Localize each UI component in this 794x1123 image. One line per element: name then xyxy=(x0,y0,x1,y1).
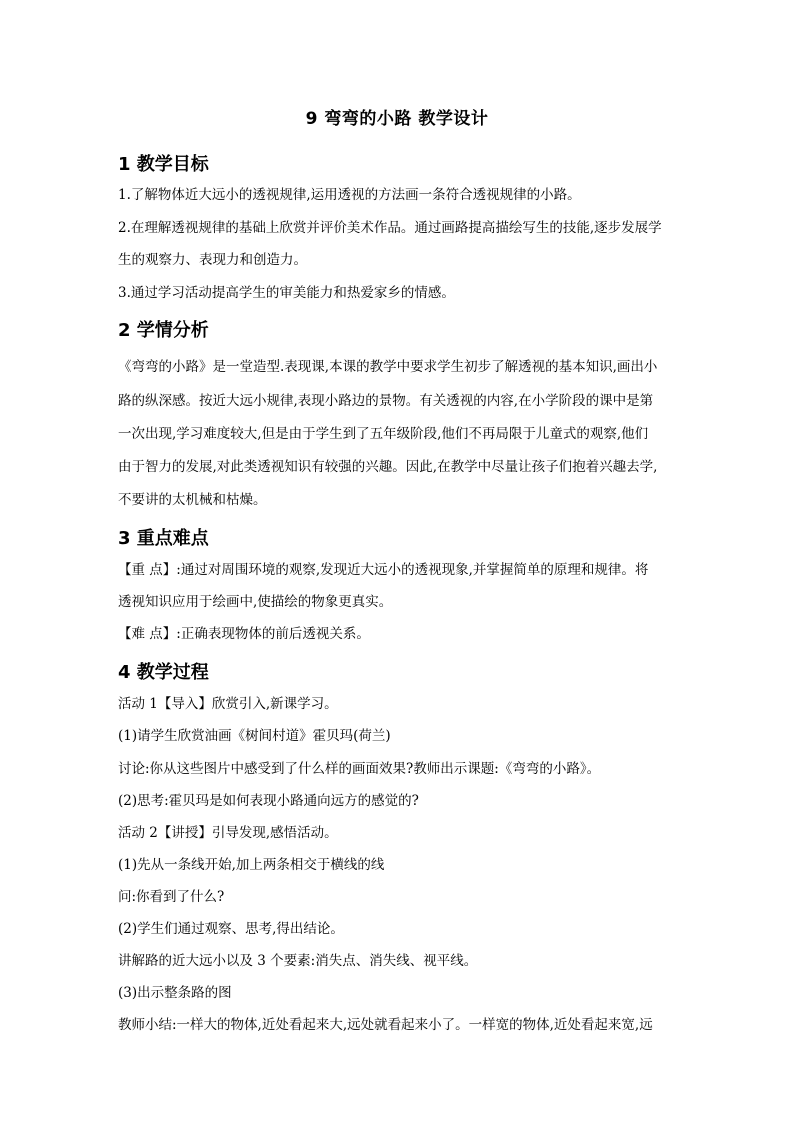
paragraph-line: 一次出现,学习难度较大,但是由于学生到了五年级阶段,他们不再局限于儿童式的观察,他们 xyxy=(118,426,649,442)
section-heading-objectives: 1 教学目标 xyxy=(118,154,209,175)
paragraph-line: (3)出示整条路的图 xyxy=(118,985,232,1001)
paragraph-line: 问:你看到了什么? xyxy=(118,889,225,905)
paragraph-line: 3.通过学习活动提高学生的审美能力和热爱家乡的情感。 xyxy=(118,285,455,301)
paragraph-line: 活动 2【讲授】引导发现,感悟活动。 xyxy=(118,825,338,841)
paragraph-line: 1.了解物体近大远小的透视规律,运用透视的方法画一条符合透视规律的小路。 xyxy=(118,187,581,203)
paragraph-line: 透视知识应用于绘画中,使描绘的物象更真实。 xyxy=(118,594,393,610)
paragraph-line: (1)请学生欣赏油画《树间村道》霍贝玛(荷兰) xyxy=(118,728,391,744)
paragraph-line: 【重 点】:通过对周围环境的观察,发现近大远小的透视现象,并掌握简单的原理和规律。将 xyxy=(118,562,649,578)
paragraph-line: (2)学生们通过观察、思考,得出结论。 xyxy=(118,921,344,937)
paragraph-line: 由于智力的发展,对此类透视知识有较强的兴趣。因此,在教学中尽量让孩子们抱着兴趣去学, xyxy=(118,459,658,475)
paragraph-line: 【难 点】:正确表现物体的前后透视关系。 xyxy=(118,626,370,642)
paragraph-line: 路的纵深感。按近大远小规律,表现小路边的景物。有关透视的内容,在小学阶段的课中是第 xyxy=(118,393,654,409)
paragraph-line: 活动 1【导入】欣赏引入,新课学习。 xyxy=(118,696,338,712)
paragraph-line: 2.在理解透视规律的基础上欣赏并评价美术作品。通过画路提高描绘写生的技能,逐步发展学 xyxy=(118,220,662,236)
document-title: 9 弯弯的小路 教学设计 xyxy=(305,109,489,129)
paragraph-line: 不要讲的太机械和枯燥。 xyxy=(118,492,267,508)
paragraph-line: 教师小结:一样大的物体,近处看起来大,远处就看起来小了。一样宽的物体,近处看起来宽,远 xyxy=(118,1017,653,1033)
paragraph-line: 《弯弯的小路》是一堂造型.表现课,本课的教学中要求学生初步了解透视的基本知识,画出小 xyxy=(118,359,658,375)
paragraph-line: 讨论:你从这些图片中感受到了什么样的画面效果?教师出示课题:《弯弯的小路》。 xyxy=(118,761,601,777)
paragraph-line: (1)先从一条线开始,加上两条相交于横线的线 xyxy=(118,857,385,873)
paragraph-line: 讲解路的近大远小以及 3 个要素:消失点、消失线、视平线。 xyxy=(118,953,478,969)
section-heading-process: 4 教学过程 xyxy=(118,662,209,683)
paragraph-line: (2)思考:霍贝玛是如何表现小路通向远方的感觉的? xyxy=(118,793,419,809)
paragraph-line: 生的观察力、表现力和创造力。 xyxy=(118,252,307,268)
section-heading-analysis: 2 学情分析 xyxy=(118,320,209,341)
section-heading-key-points: 3 重点难点 xyxy=(118,528,209,549)
